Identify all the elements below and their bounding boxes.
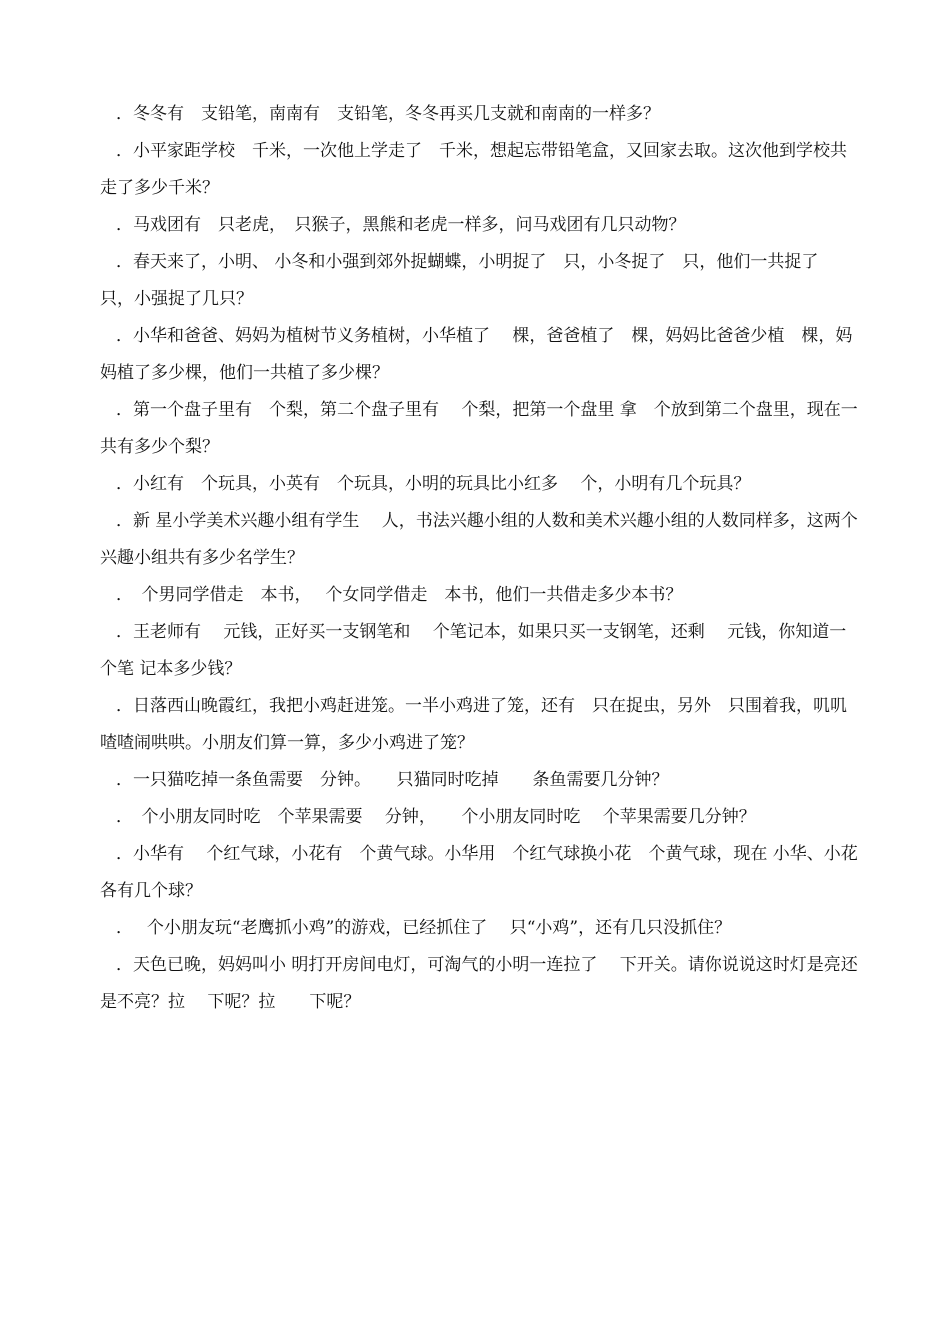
problem-8: ．新 星小学美术兴趣小组有学生 人，书法兴趣小组的人数和美术兴趣小组的人数同样多，这两个兴趣小组共有多少名学生？ <box>100 511 858 568</box>
problem-1: ．冬冬有 支铅笔，南南有 支铅笔，冬冬再买几支就和南南的一样多？ <box>116 104 660 124</box>
problem-9: ． 个男同学借走 本书， 个女同学借走 本书，他们一共借走多少本书？ <box>116 585 683 605</box>
problem-16: ．天色已晚，妈妈叫小 明打开房间电灯，可淘气的小明一连拉了 下开关。请你说说这时灯是亮还是不亮？拉 下呢？拉 下呢？ <box>100 955 858 1012</box>
problem-7: ．小红有 个玩具，小英有 个玩具，小明的玩具比小红多 个，小明有几个玩具？ <box>116 474 751 494</box>
worksheet-page <box>100 96 860 1021</box>
problem-4: ．春天来了，小明、 小冬和小强到郊外捉蝴蝶，小明捉了 只，小冬捉了 只，他们一共捉了 只，小强捉了几只？ <box>100 252 841 309</box>
problem-5: ．小华和爸爸、妈妈为植树节义务植树，小华植了 棵，爸爸植了 棵，妈妈比爸爸少植 棵，妈妈植了多少棵，他们一共植了多少棵？ <box>100 326 853 383</box>
problem-11: ．日落西山晚霞红，我把小鸡赶进笼。一半小鸡进了笼，还有 只在捉虫，另外 只围着我，叽叽喳喳闹哄哄。小朋友们算一算，多少小鸡进了笼？ <box>100 696 847 753</box>
problem-15: ． 个小朋友玩“老鹰抓小鸡”的游戏，已经抓住了 只“小鸡”，还有几只没抓住？ <box>116 918 732 938</box>
problem-13: ． 个小朋友同时吃 个苹果需要 分钟， 个小朋友同时吃 个苹果需要几分钟？ <box>116 807 756 827</box>
problem-6: ．第一个盘子里有 个梨，第二个盘子里有 个梨，把第一个盘里 拿 个放到第二个盘里，现在一共有多少个梨？ <box>100 400 858 457</box>
problem-12: ．一只猫吃掉一条鱼需要 分钟。 只猫同时吃掉 条鱼需要几分钟？ <box>116 770 669 790</box>
problem-2: ．小平家距学校 千米，一次他上学走了 千米，想起忘带铅笔盒，又回家去取。这次他到学校共走了多少千米？ <box>100 141 847 198</box>
problem-10: ．王老师有 元钱，正好买一支钢笔和 个笔记本，如果只买一支钢笔，还剩 元钱，你知道一个笔 记本多少钱？ <box>100 622 847 679</box>
problem-14: ．小华有 个红气球，小花有 个黄气球。小华用 个红气球换小花 个黄气球，现在 小华、小花各有几个球？ <box>100 844 858 901</box>
problem-3: ．马戏团有 只老虎， 只猴子，黑熊和老虎一样多，问马戏团有几只动物？ <box>116 215 686 235</box>
